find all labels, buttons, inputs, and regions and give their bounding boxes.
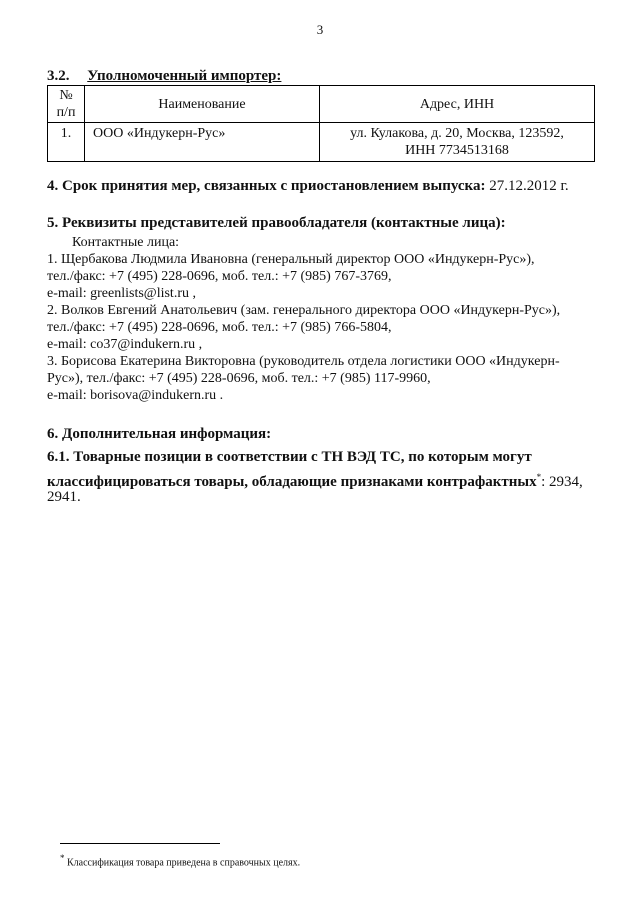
table-row <box>48 123 595 162</box>
section-4-date: 27.12.2012 г. <box>485 178 569 194</box>
page-number: 3 <box>316 22 324 37</box>
item-6-1-codes: : 2934, <box>541 474 583 490</box>
header-num-line1: № <box>59 88 73 103</box>
contact-line: 3. Борисова Екатерина Викторовна (руководитель отдела логистики ООО «Индукерн- <box>47 354 560 369</box>
contact-line: 2. Волков Евгений Анатольевич (зам. генерального директора ООО «Индукерн-Рус»), <box>47 303 561 318</box>
header-num <box>48 86 85 123</box>
contact-line: тел./факс: +7 (495) 228-0696, моб. тел.: +7 (985) 766-5804, <box>47 320 392 335</box>
importer-table <box>47 85 595 162</box>
contact-line: e-mail: borisova@indukern.ru . <box>47 388 224 403</box>
section-3-2-number: 3.2. <box>47 68 70 84</box>
section-5-title: 5. Реквизиты представителей правообладателя (контактные лица): <box>47 215 506 231</box>
footnote-marker: * <box>536 472 542 482</box>
footnote <box>60 853 300 868</box>
item-6-1-line2 <box>47 467 583 492</box>
item-6-1-bold-text: классифицироваться товары, обладающие признаками контрафактных <box>47 474 537 490</box>
section-6-title: 6. Дополнительная информация: <box>47 426 272 442</box>
header-num-line2: п/п <box>56 105 76 120</box>
footnote-mark: * <box>60 853 65 863</box>
section-4 <box>47 178 569 195</box>
contact-line: тел./факс: +7 (495) 228-0696, моб. тел.: +7 (985) 767-3769, <box>47 269 392 284</box>
section-3-2-heading <box>47 68 281 85</box>
footnote-text: Классификация товара приведена в справочных целях. <box>64 857 301 869</box>
contact-line: e-mail: greenlists@list.ru , <box>47 286 196 301</box>
row-address-line1: ул. Кулакова, д. 20, Москва, 123592, <box>350 126 564 141</box>
row-name: ООО «Индукерн-Рус» <box>85 123 320 162</box>
section-5-subtitle: Контактные лица: <box>72 235 180 250</box>
section-4-label: 4. Срок принятия мер, связанных с приостановлением выпуска: <box>47 178 486 194</box>
header-address: Адрес, ИНН <box>320 86 595 123</box>
row-address <box>320 123 595 162</box>
contact-line: Рус»), тел./факс: +7 (495) 228-0696, моб. тел.: +7 (985) 117-9960, <box>47 371 431 386</box>
footnote-divider <box>60 843 220 844</box>
row-num: 1. <box>48 123 85 162</box>
table-header-row <box>48 86 595 123</box>
contact-line: e-mail: co37@indukern.ru , <box>47 337 203 352</box>
header-name: Наименование <box>85 86 320 123</box>
item-6-1-line1: 6.1. Товарные позиции в соответствии с ТН ВЭД ТС, по которым могут <box>47 449 532 465</box>
contact-line: 1. Щербакова Людмила Ивановна (генеральный директор ООО «Индукерн-Рус»), <box>47 252 535 267</box>
section-3-2-title: Уполномоченный импортер: <box>87 68 282 84</box>
row-address-line2: ИНН 7734513168 <box>405 143 509 158</box>
item-6-1-line3: 2941. <box>47 489 81 505</box>
